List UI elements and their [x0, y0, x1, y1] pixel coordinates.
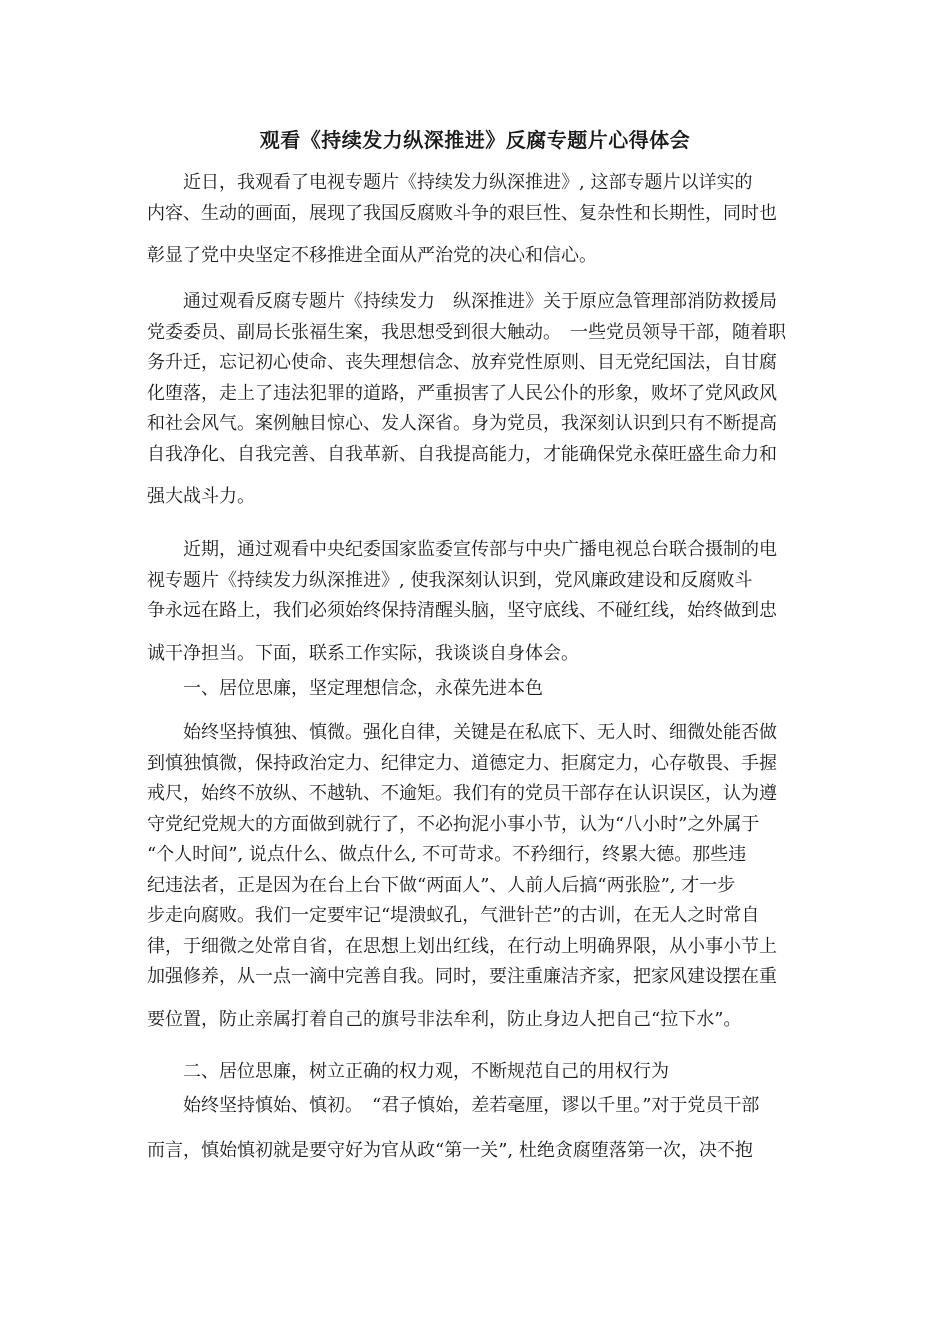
text-line: 自我净化、自我完善、自我革新、自我提高能力，才能确保党永葆旺盛生命力和: [147, 443, 777, 465]
paragraph-self-discipline: [147, 718, 805, 1035]
text-line: 到慎独慎微，保持政治定力、纪律定力、道德定力、拒腐定力，心存敬畏、手握: [147, 752, 777, 774]
text-line: 要位置，防止亲属打着自己的旗号非法牟利，防止身边人把自己“拉下水”。: [147, 1008, 742, 1030]
text-line: 和社会风气。案例触目惊心、发人深省。身为党员，我深刻认识到只有不断提高: [147, 413, 777, 434]
text-line: 争永远在路上，我们必须始终保持清醒头脑，坚守底线、不碰红线，始终做到忠: [147, 600, 777, 621]
text-line: 内容、生动的画面，展现了我国反腐败斗争的艰巨性、复杂性和长期性，同时也: [147, 202, 777, 224]
section-heading-1: [147, 674, 805, 705]
text-line: 近期，通过观看中央纪委国家监委宣传部与中央广播电视总台联合摄制的电: [183, 539, 777, 560]
text-line: 视专题片《持续发力纵深推进》, 使我深刻认识到，党风廉政建设和反腐败斗: [147, 569, 753, 591]
text-line: 始终坚持慎始、慎初。 “君子慎始，差若毫厘，谬以千里。”对于党员干部: [183, 1095, 760, 1116]
text-line: 步走向腐败。我们一定要牢记“堤溃蚁孔，气泄针芒”的古训，在无人之时常自: [147, 905, 760, 926]
paragraph-case-reflection: [147, 287, 805, 513]
text-line: 纪违法者，正是因为在台上台下做“两面人”、人前人后搞“两张脸”, 才一步: [147, 874, 736, 896]
text-line: “个人时间”, 说点什么、做点什么, 不可苛求。不矜细行，终累大德。那些违: [147, 844, 747, 865]
text-line: 近日，我观看了电视专题片《持续发力纵深推进》, 这部专题片以详实的: [183, 172, 753, 193]
paragraph-intro: [147, 168, 805, 272]
text-line: 强大战斗力。: [147, 486, 255, 507]
text-line: 律，于细微之处常自省，在思想上划出红线，在行动上明确界限，从小事小节上: [147, 935, 777, 957]
text-line: 戒尺，始终不放纵、不越轨、不逾矩。我们有的党员干部存在认识误区，认为遵: [147, 783, 777, 804]
paragraph-recent-viewing: [147, 535, 805, 669]
text-line: 彰显了党中央坚定不移推进全面从严治党的决心和信心。: [147, 245, 597, 266]
text-line: 守党纪党规大的方面做到就行了，不必拘泥小事小节，认为“八小时”之外属于: [147, 813, 760, 835]
text-line: 党委委员、副局长张福生案，我思想受到很大触动。 一些党员领导干部，随着职: [147, 321, 786, 343]
paragraph-careful-beginning: [147, 1091, 805, 1166]
text-line: 加强修养，从一点一滴中完善自我。同时，要注重廉洁齐家，把家风建设摆在重: [147, 966, 777, 987]
section-heading-2: [147, 1057, 805, 1088]
text-line: 二、居位思廉，树立正确的权力观，不断规范自己的用权行为: [183, 1061, 669, 1082]
text-line: 一、居位思廉，坚定理想信念，永葆先进本色: [183, 678, 543, 699]
text-line: 化堕落，走上了违法犯罪的道路，严重损害了人民公仆的形象，败坏了党风政风: [147, 382, 777, 404]
text-line: 务升迁，忘记初心使命、丧失理想信念、放弃党性原则、目无党纪国法，自甘腐: [147, 352, 777, 373]
text-line: 始终坚持慎独、慎微。强化自律，关键是在私底下、无人时、细微处能否做: [183, 722, 777, 743]
document-title: 观看《持续发力纵深推进》反腐专题片心得体会: [259, 128, 691, 152]
text-line: 而言，慎始慎初就是要守好为官从政“第一关”, 杜绝贪腐堕落第一次，决不抱: [147, 1139, 753, 1161]
text-line: 通过观看反腐专题片《持续发力 纵深推进》关于原应急管理部消防救援局: [183, 291, 777, 312]
text-line: 诚干净担当。下面，联系工作实际，我谈谈自身体会。: [147, 642, 579, 664]
